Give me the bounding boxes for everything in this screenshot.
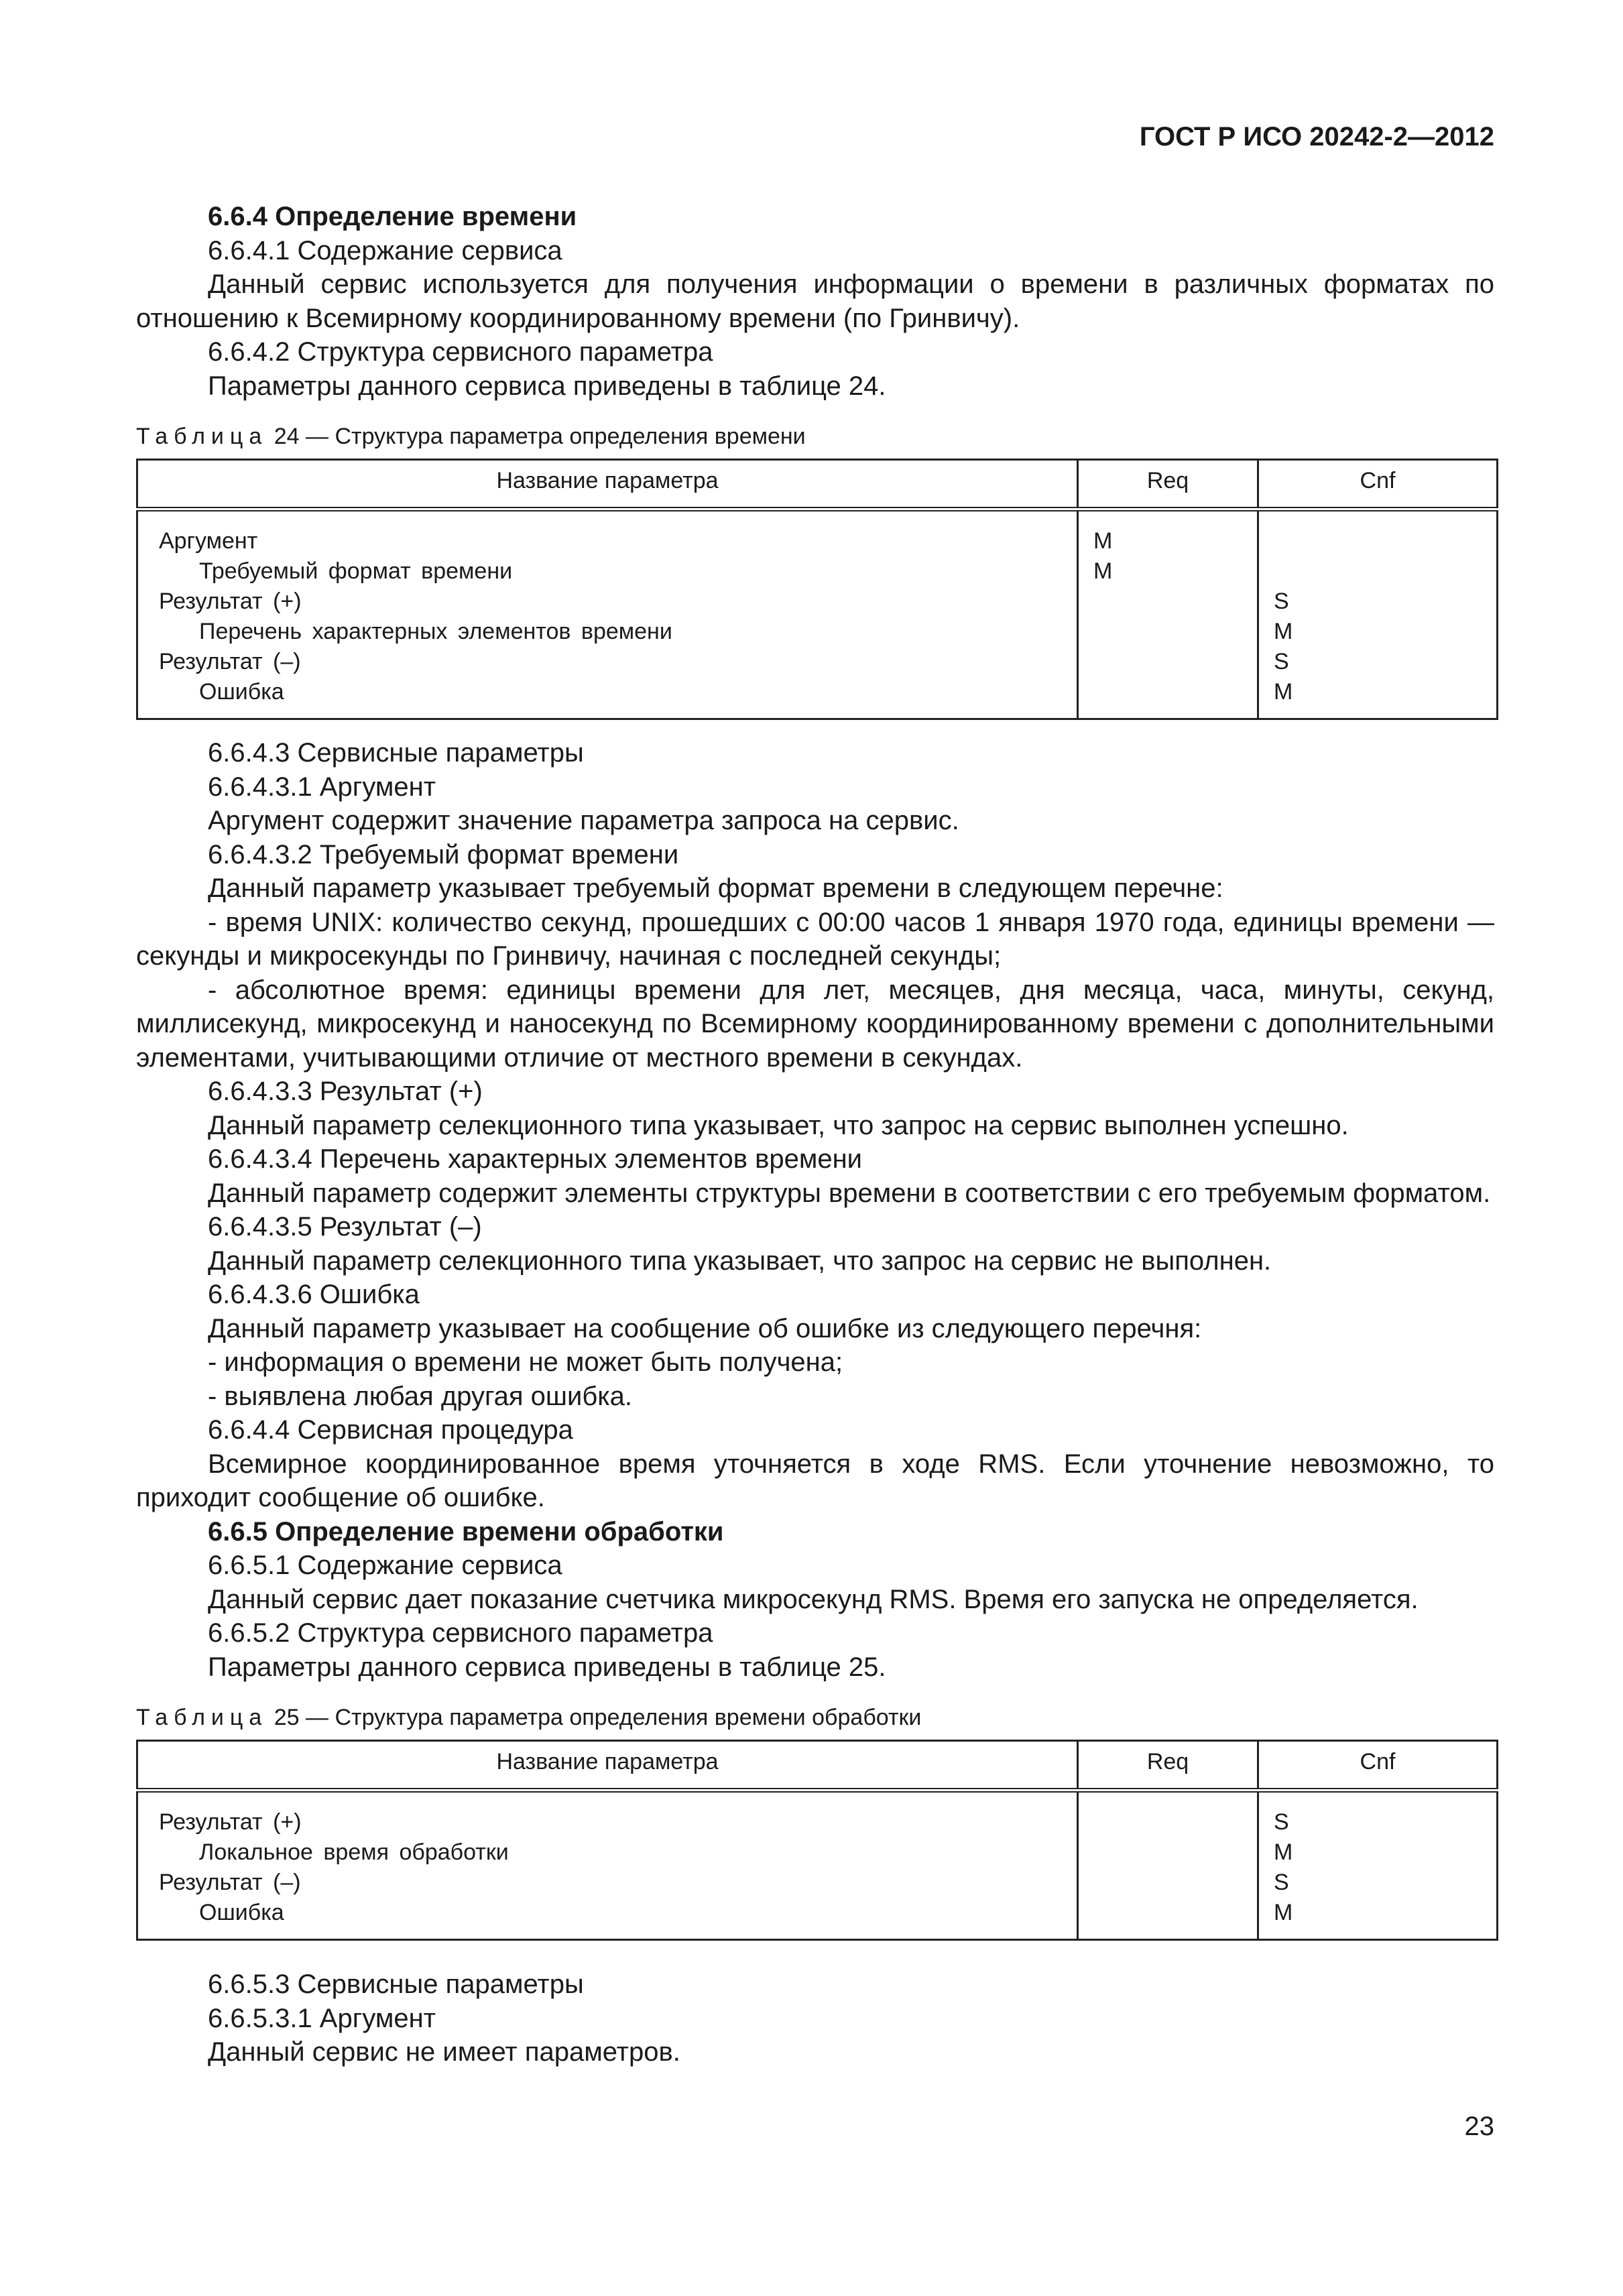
table-row-cnf: M <box>1274 619 1293 644</box>
table-row-name: Ошибка <box>199 679 284 705</box>
paragraph: 6.6.4.3.4 Перечень характерных элементов времени <box>208 1144 862 1174</box>
column-header-name: Название параметра <box>137 460 1078 509</box>
parameter-name-cell <box>137 1791 1078 1940</box>
parameter-name-cell <box>137 509 1078 719</box>
table-row-cnf: S <box>1274 1870 1289 1895</box>
table-row-req: M <box>1093 528 1113 554</box>
cnf-cell <box>1258 1791 1498 1940</box>
caption-label: Таблица <box>136 424 268 449</box>
table-row-cnf: S <box>1274 589 1289 614</box>
caption-text: 25 — Структура параметра определения времени обработки <box>267 1705 922 1730</box>
table-25-caption <box>136 1701 1494 1734</box>
document-id: ГОСТ Р ИСО 20242-2—2012 <box>1139 122 1494 152</box>
paragraph: 6.6.5.1 Содержание сервиса <box>208 1551 562 1580</box>
list-item: - время UNIX: количество секунд, прошедших с 00:00 часов 1 января 1970 года, единицы времени — секунды и микросекунды по Гринвичу, начиная с последней секунды; <box>136 907 1494 971</box>
paragraph: Данный параметр селекционного типа указывает, что запрос на сервис не выполнен. <box>208 1246 1272 1276</box>
caption-label: Таблица <box>136 1705 268 1730</box>
table-row-cnf: M <box>1274 1839 1293 1865</box>
page-number: 23 <box>1464 2112 1494 2141</box>
list-item: - информация о времени не может быть получена; <box>208 1347 843 1377</box>
paragraph: 6.6.4.3.2 Требуемый формат времени <box>208 839 679 869</box>
paragraph: 6.6.4.3.3 Результат (+) <box>208 1077 483 1106</box>
paragraph: 6.6.5.2 Структура сервисного параметра <box>208 1618 713 1648</box>
paragraph: Аргумент содержит значение параметра запроса на сервис. <box>208 806 959 835</box>
table-row-name: Аргумент <box>159 528 258 554</box>
table-row-name: Перечень характерных элементов времени <box>199 619 672 644</box>
paragraph: Данный сервис используется для получения информации о времени в различных форматах по отношению к Всемирному координированному времени (по Гринвичу). <box>136 269 1494 333</box>
paragraph: Данный параметр селекционного типа указывает, что запрос на сервис выполнен успешно. <box>208 1110 1349 1140</box>
section-heading-6-6-4: 6.6.4 Определение времени <box>208 202 577 231</box>
table-row-cnf: S <box>1274 649 1289 674</box>
paragraph: 6.6.4.3.1 Аргумент <box>208 772 436 802</box>
section-6-6-5-3 <box>136 1968 1494 2069</box>
column-header-cnf: Cnf <box>1258 1741 1498 1791</box>
table-24 <box>136 459 1498 720</box>
paragraph: Данный сервис не имеет параметров. <box>208 2037 680 2067</box>
cnf-cell <box>1258 509 1498 719</box>
section-6-6-4-3 <box>136 736 1494 1515</box>
paragraph: 6.6.5.3 Сервисные параметры <box>208 1970 584 1999</box>
column-header-req: Req <box>1078 460 1258 509</box>
table-row-req: M <box>1093 558 1113 584</box>
paragraph: 6.6.5.3.1 Аргумент <box>208 2003 436 2033</box>
column-header-name: Название параметра <box>137 1741 1078 1791</box>
table-25 <box>136 1740 1498 1941</box>
table-row-name: Результат (+) <box>159 589 302 614</box>
paragraph: Параметры данного сервиса приведены в таблице 24. <box>208 371 886 401</box>
paragraph: 6.6.4.1 Содержание сервиса <box>208 235 562 265</box>
paragraph: 6.6.4.3.6 Ошибка <box>208 1280 420 1309</box>
list-item: - абсолютное время: единицы времени для лет, месяцев, дня месяца, часа, минуты, секунд, миллисекунд, микросекунд и наносекунд по Всемирному координированному времени с дополнительными элементами, учитывающими отличие от местного времени в секундах. <box>136 975 1494 1073</box>
paragraph: 6.6.4.2 Структура сервисного параметра <box>208 337 713 367</box>
page-content <box>136 200 1494 2069</box>
column-header-cnf: Cnf <box>1258 460 1498 509</box>
paragraph: Данный параметр указывает требуемый формат времени в следующем перечне: <box>208 873 1223 903</box>
list-item: - выявлена любая другая ошибка. <box>208 1381 633 1411</box>
table-row-cnf: S <box>1274 1809 1289 1835</box>
table-row-name: Результат (–) <box>159 649 301 674</box>
section-heading-6-6-5: 6.6.5 Определение времени обработки <box>208 1516 724 1547</box>
caption-text: 24 — Структура параметра определения времени <box>267 424 806 449</box>
paragraph: 6.6.4.3.5 Результат (–) <box>208 1212 482 1242</box>
paragraph: Всемирное координированное время уточняется в ходе RMS. Если уточнение невозможно, то приходит сообщение об ошибке. <box>136 1449 1494 1512</box>
table-row-cnf: M <box>1274 679 1293 705</box>
table-row-cnf <box>1259 526 1496 556</box>
column-header-req: Req <box>1078 1741 1258 1791</box>
paragraph: 6.6.4.3 Сервисные параметры <box>208 738 584 768</box>
paragraph: Данный параметр указывает на сообщение об ошибке из следующего перечня: <box>208 1313 1202 1343</box>
table-row-name: Ошибка <box>199 1900 284 1925</box>
paragraph: Данный сервис дает показание счетчика микросекунд RMS. Время его запуска не определяется. <box>208 1584 1419 1614</box>
req-cell <box>1078 1791 1258 1940</box>
table-row-name: Требуемый формат времени <box>199 558 513 584</box>
table-row-name: Результат (+) <box>159 1809 302 1835</box>
req-cell <box>1078 509 1258 719</box>
table-24-caption <box>136 420 1494 452</box>
paragraph: Данный параметр содержит элементы структуры времени в соответствии с его требуемым форматом. <box>208 1178 1491 1208</box>
paragraph: Параметры данного сервиса приведены в таблице 25. <box>208 1652 886 1682</box>
table-row-cnf <box>1259 556 1496 587</box>
table-row-name: Локальное время обработки <box>199 1839 509 1865</box>
table-row-cnf: M <box>1274 1900 1293 1925</box>
paragraph: 6.6.4.4 Сервисная процедура <box>208 1415 573 1445</box>
table-row-name: Результат (–) <box>159 1870 301 1895</box>
